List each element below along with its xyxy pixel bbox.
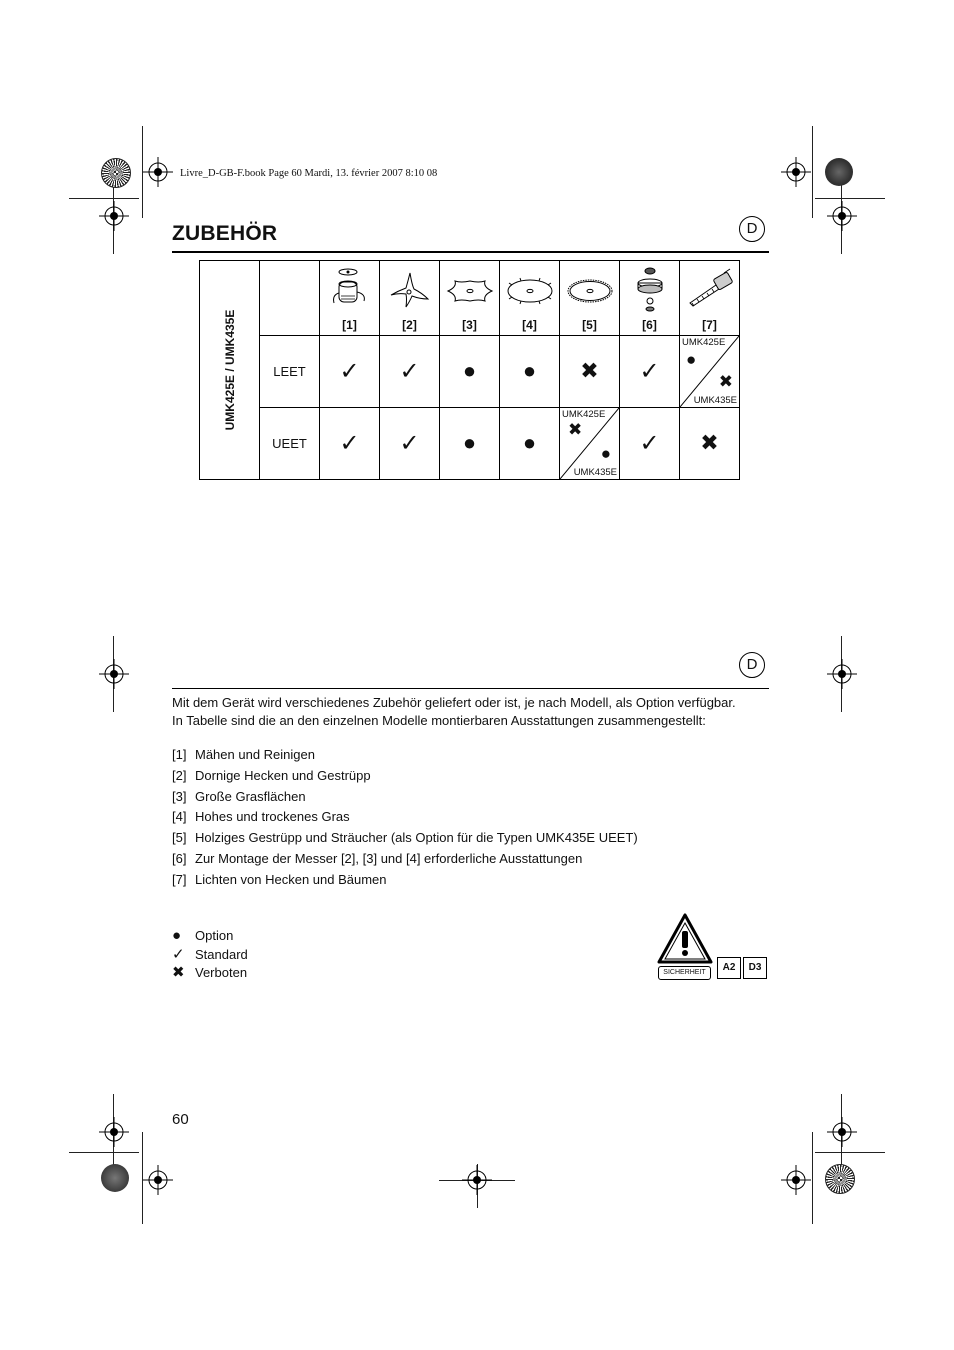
list-item bbox=[172, 808, 638, 829]
list-item bbox=[172, 767, 638, 788]
section-rule bbox=[172, 688, 769, 689]
option-icon: ● bbox=[462, 358, 477, 383]
standard-icon: ✓ bbox=[399, 429, 420, 457]
list-text: Dornige Hecken und Gestrüpp bbox=[195, 767, 371, 783]
column-header bbox=[680, 261, 740, 336]
option-icon: ● bbox=[522, 430, 537, 455]
language-badge: D bbox=[739, 216, 765, 242]
table-cell bbox=[320, 336, 380, 408]
reference-tag: A2 bbox=[717, 957, 741, 979]
column-label: [6] bbox=[642, 318, 657, 332]
list-item bbox=[172, 871, 638, 892]
eight-tooth-blade-icon bbox=[505, 265, 555, 311]
registration-mark-icon bbox=[99, 1117, 129, 1147]
standard-icon: ✓ bbox=[639, 429, 660, 457]
list-item bbox=[172, 850, 638, 871]
legend-item bbox=[172, 946, 248, 965]
list-number: [4] bbox=[172, 809, 187, 825]
color-rosette-icon bbox=[101, 1164, 129, 1192]
intro-line: Mit dem Gerät wird verschiedenes Zubehör geliefert oder ist, je nach Modell, als Option verfügbar. bbox=[172, 695, 736, 710]
legend-label: Option bbox=[195, 928, 234, 943]
legend-label: Standard bbox=[195, 946, 248, 962]
table-cell bbox=[680, 408, 740, 480]
standard-icon: ✓ bbox=[339, 429, 360, 457]
accessory-compatibility-table bbox=[199, 260, 740, 480]
intro-paragraph bbox=[172, 694, 772, 730]
registration-mark-icon bbox=[462, 1165, 492, 1195]
table-cell bbox=[560, 336, 620, 408]
option-icon: ● bbox=[172, 927, 182, 944]
warning-triangle-icon bbox=[657, 912, 713, 970]
table-cell bbox=[380, 408, 440, 480]
color-rosette-icon bbox=[825, 158, 853, 186]
three-tooth-blade-icon bbox=[388, 265, 432, 311]
mounting-kit-icon bbox=[630, 265, 670, 315]
split-top-model: UMK425E bbox=[682, 337, 726, 348]
empty-header-cell bbox=[260, 261, 320, 336]
accessory-list bbox=[172, 746, 638, 892]
table-cell bbox=[440, 336, 500, 408]
saw-blade-icon bbox=[565, 265, 615, 311]
list-item bbox=[172, 788, 638, 809]
row-label: UEET bbox=[272, 435, 307, 451]
list-number: [2] bbox=[172, 767, 187, 783]
trimmer-head-icon bbox=[328, 265, 372, 311]
legend-item bbox=[172, 964, 248, 983]
split-table-cell bbox=[560, 408, 620, 480]
list-text: Lichten von Hecken und Bäumen bbox=[195, 871, 387, 887]
list-number: [6] bbox=[172, 850, 187, 866]
standard-icon: ✓ bbox=[399, 357, 420, 385]
list-number: [7] bbox=[172, 871, 187, 887]
list-text: Mähen und Reinigen bbox=[195, 747, 315, 762]
page-title: ZUBEHÖR bbox=[172, 222, 278, 245]
table-cell bbox=[320, 408, 380, 480]
registration-mark-icon bbox=[827, 659, 857, 689]
table-cell bbox=[440, 408, 500, 480]
forbidden-icon: ✖ bbox=[172, 964, 185, 982]
model-cell bbox=[200, 261, 260, 480]
column-header bbox=[620, 261, 680, 336]
list-number: [1] bbox=[172, 747, 187, 762]
option-icon: ● bbox=[522, 358, 537, 383]
list-text: Zur Montage der Messer [2], [3] und [4] erforderliche Ausstattungen bbox=[195, 850, 583, 866]
list-number: [3] bbox=[172, 788, 187, 804]
option-icon: ● bbox=[686, 350, 697, 369]
standard-icon: ✓ bbox=[172, 945, 185, 963]
registration-mark-icon bbox=[827, 201, 857, 231]
page-number: 60 bbox=[172, 1111, 189, 1128]
legend-item bbox=[172, 927, 248, 946]
column-header bbox=[560, 261, 620, 336]
table-cell bbox=[380, 336, 440, 408]
split-table-cell bbox=[680, 336, 740, 408]
list-text: Holziges Gestrüpp und Sträucher (als Option für die Typen UMK435E UEET) bbox=[195, 830, 638, 846]
forbidden-icon: ✖ bbox=[700, 430, 719, 455]
table-cell bbox=[620, 408, 680, 480]
list-text: Hohes und trockenes Gras bbox=[195, 809, 350, 825]
model-label: UMK425E / UMK435E bbox=[222, 309, 237, 431]
table-cell bbox=[620, 336, 680, 408]
four-tooth-blade-icon bbox=[445, 265, 495, 311]
column-label: [2] bbox=[402, 318, 417, 332]
column-header bbox=[500, 261, 560, 336]
forbidden-icon: ✖ bbox=[718, 372, 733, 391]
hedge-trimmer-icon bbox=[684, 265, 736, 311]
list-item bbox=[172, 829, 638, 850]
legend-label: Verboten bbox=[195, 965, 248, 981]
symbol-legend bbox=[172, 927, 248, 983]
registration-mark-icon bbox=[781, 1165, 811, 1195]
reference-tag: D3 bbox=[743, 957, 767, 979]
option-icon: ● bbox=[462, 430, 477, 455]
column-label: [7] bbox=[702, 318, 717, 332]
language-badge: D bbox=[739, 652, 765, 678]
forbidden-icon: ✖ bbox=[568, 420, 583, 439]
registration-mark-icon bbox=[827, 1117, 857, 1147]
table-cell bbox=[500, 336, 560, 408]
split-top-model: UMK425E bbox=[562, 409, 606, 420]
print-header: Livre_D-GB-F.book Page 60 Mardi, 13. février 2007 8:10 08 bbox=[180, 168, 438, 179]
intro-line: In Tabelle sind die an den einzelnen Modelle montierbaren Ausstattungen zusammengestellt: bbox=[172, 713, 706, 728]
column-header bbox=[380, 261, 440, 336]
column-label: [5] bbox=[582, 318, 597, 332]
split-bottom-model: UMK435E bbox=[573, 467, 617, 478]
list-number: [5] bbox=[172, 830, 187, 846]
registration-mark-icon bbox=[781, 157, 811, 187]
column-header bbox=[440, 261, 500, 336]
split-bottom-model: UMK435E bbox=[693, 395, 737, 406]
row-label-cell bbox=[260, 408, 320, 480]
safety-caption: SICHERHEIT bbox=[658, 966, 711, 980]
title-rule bbox=[172, 251, 769, 253]
column-label: [4] bbox=[522, 318, 537, 332]
color-rosette-icon bbox=[101, 158, 131, 188]
row-label: LEET bbox=[273, 363, 306, 379]
option-icon: ● bbox=[600, 444, 611, 463]
column-label: [1] bbox=[342, 318, 357, 332]
column-label: [3] bbox=[462, 318, 477, 332]
registration-mark-icon bbox=[143, 1165, 173, 1195]
list-text: Große Grasflächen bbox=[195, 788, 306, 804]
standard-icon: ✓ bbox=[339, 357, 360, 385]
list-item bbox=[172, 746, 638, 767]
forbidden-icon: ✖ bbox=[580, 358, 599, 383]
safety-warning bbox=[657, 912, 713, 982]
registration-mark-icon bbox=[143, 157, 173, 187]
registration-mark-icon bbox=[99, 659, 129, 689]
registration-mark-icon bbox=[99, 201, 129, 231]
row-label-cell bbox=[260, 336, 320, 408]
column-header bbox=[320, 261, 380, 336]
table-cell bbox=[500, 408, 560, 480]
standard-icon: ✓ bbox=[639, 357, 660, 385]
color-rosette-icon bbox=[825, 1164, 855, 1194]
